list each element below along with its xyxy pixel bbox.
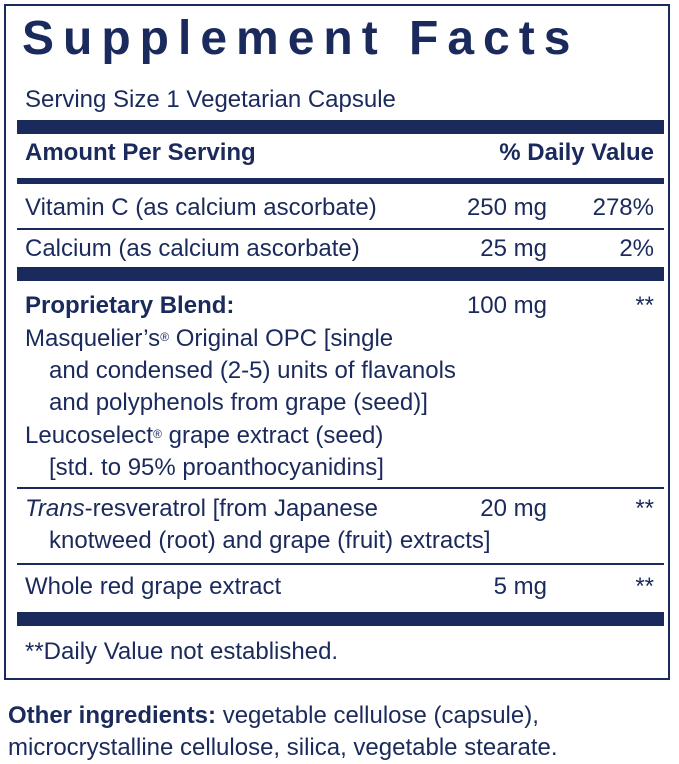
- masquelier-rest: Original OPC [single: [169, 325, 394, 352]
- daily-value-footnote: **Daily Value not established.: [25, 638, 339, 665]
- masquelier-name: Masquelier’s: [25, 325, 161, 352]
- blend-item-leucoselect-line2: [std. to 95% proanthocyanidins]: [49, 454, 384, 481]
- row-divider: [17, 487, 664, 489]
- leucoselect-rest: grape extract (seed): [161, 422, 384, 449]
- nutrient-amount-calcium: 25 mg: [480, 235, 547, 262]
- resveratrol-name: [25, 493, 378, 525]
- medium-divider: [17, 178, 664, 184]
- blend-item-leucoselect: [25, 420, 383, 452]
- amount-per-serving-header: Amount Per Serving: [25, 139, 256, 166]
- thick-divider-top: [17, 120, 664, 134]
- grape-extract-amount: 5 mg: [493, 573, 547, 600]
- panel-title: Supplement Facts: [22, 12, 580, 65]
- grape-extract-name: Whole red grape extract: [25, 573, 282, 600]
- row-divider: [17, 228, 664, 230]
- daily-value-header: % Daily Value: [499, 139, 654, 166]
- resveratrol-rest: -resveratrol [from Japanese: [84, 495, 379, 522]
- blend-title: Proprietary Blend:: [25, 292, 235, 319]
- nutrient-name-calcium: Calcium (as calcium ascorbate): [25, 235, 360, 262]
- nutrient-dv-vitamin-c: 278%: [592, 194, 654, 221]
- nutrient-name-vitamin-c: Vitamin C (as calcium ascorbate): [25, 194, 377, 221]
- serving-size: Serving Size 1 Vegetarian Capsule: [25, 86, 396, 113]
- row-divider: [17, 563, 664, 565]
- other-ingredients-text: vegetable cellulose (capsule), microcrystalline cellulose, silica, vegetable stearate.: [8, 702, 558, 761]
- nutrient-amount-vitamin-c: 250 mg: [466, 194, 547, 221]
- resveratrol-dv: **: [635, 495, 654, 522]
- blend-item-masquelier: [25, 323, 393, 355]
- resveratrol-amount: 20 mg: [480, 495, 547, 522]
- blend-item-masquelier-line3: and polyphenols from grape (seed)]: [49, 389, 428, 416]
- thick-divider-middle: [17, 267, 664, 281]
- blend-item-masquelier-line2: and condensed (2-5) units of flavanols: [49, 357, 456, 384]
- other-ingredients: [8, 700, 674, 764]
- grape-extract-dv: **: [635, 573, 654, 600]
- registered-mark: ®: [160, 330, 170, 344]
- thick-divider-bottom: [17, 612, 664, 626]
- nutrient-dv-calcium: 2%: [619, 235, 654, 262]
- leucoselect-name: Leucoselect: [25, 422, 154, 449]
- resveratrol-prefix: Trans: [25, 495, 85, 522]
- other-ingredients-label: Other ingredients:: [8, 702, 217, 729]
- blend-amount: 100 mg: [466, 292, 547, 319]
- resveratrol-line2: knotweed (root) and grape (fruit) extracts]: [49, 527, 491, 554]
- blend-dv: **: [635, 292, 654, 319]
- registered-mark: ®: [153, 427, 162, 441]
